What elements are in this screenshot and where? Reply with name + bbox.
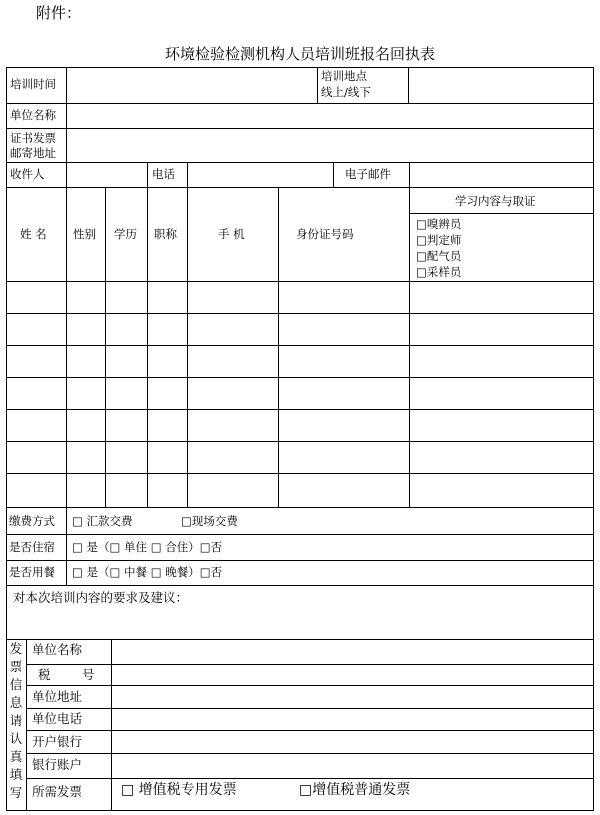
training-time-label: 培训时间	[10, 77, 56, 91]
col-line	[408, 67, 409, 103]
col-mobile: 手 机	[218, 227, 245, 241]
col-line	[147, 187, 148, 507]
invoice-addr-label-2: 邮寄地址	[10, 146, 56, 160]
registration-form	[6, 67, 594, 811]
study-option-checkbox[interactable]: □采样员	[416, 265, 462, 279]
row-line	[6, 377, 594, 378]
email-label: 电子邮件	[345, 167, 391, 181]
vat-normal-invoice-checkbox[interactable]: □增值税普通发票	[299, 782, 411, 798]
col-line	[66, 67, 67, 103]
invoice-side-char: 写	[9, 785, 23, 800]
invoice-unit-addr-label: 单位地址	[32, 689, 83, 704]
row-line	[6, 534, 594, 535]
invoice-bank-label: 开户银行	[32, 734, 83, 749]
invoice-side-char: 请	[9, 713, 23, 728]
row-line	[6, 281, 594, 282]
invoice-type-label: 所需发票	[32, 784, 83, 799]
invoice-account-label: 银行账户	[32, 757, 83, 772]
row-line	[6, 313, 594, 314]
invoice-side-char: 信	[9, 677, 23, 692]
col-id-number: 身份证号码	[296, 227, 354, 241]
invoice-tax-no-label-2: 号	[82, 667, 95, 682]
col-line	[66, 103, 67, 162]
col-title: 职称	[154, 227, 177, 241]
suggestions-label: 对本次培训内容的要求及建议：	[13, 590, 189, 605]
training-place-label-1: 培训地点	[321, 69, 367, 83]
form-title: 环境检验检测机构人员培训班报名回执表	[164, 45, 435, 63]
col-line	[66, 187, 67, 507]
training-place-label-2: 线上/线下	[321, 85, 371, 99]
invoice-tax-no-label-1: 税	[38, 667, 51, 682]
row-line	[409, 213, 594, 214]
payment-label: 缴费方式	[9, 514, 55, 528]
col-line	[105, 187, 106, 507]
col-line	[333, 162, 334, 187]
border-bottom	[6, 810, 594, 811]
meal-label: 是否用餐	[9, 565, 55, 579]
phone-label: 电话	[152, 167, 175, 181]
col-name: 姓 名	[20, 227, 47, 241]
study-option-checkbox[interactable]: □配气员	[416, 249, 462, 263]
invoice-unit-phone-label: 单位电话	[32, 711, 83, 726]
col-line	[187, 187, 188, 507]
attachment-label: 附件：	[36, 4, 82, 22]
invoice-side-char: 真	[9, 749, 23, 764]
lodging-label: 是否住宿	[9, 540, 55, 554]
col-line	[66, 162, 67, 187]
row-line	[6, 441, 594, 442]
invoice-side-char: 息	[9, 695, 23, 710]
row-line	[6, 103, 594, 104]
border-left	[6, 67, 7, 811]
invoice-side-char: 票	[9, 659, 23, 674]
study-option-checkbox[interactable]: □嗅辨员	[416, 217, 462, 231]
col-study-content: 学习内容与取证	[455, 194, 536, 208]
row-line	[6, 639, 594, 640]
col-line	[111, 639, 112, 810]
col-line	[147, 162, 148, 187]
invoice-addr-label-1: 证书发票	[10, 131, 56, 145]
row-line	[6, 473, 594, 474]
col-gender: 性别	[73, 227, 96, 241]
row-line	[6, 409, 594, 410]
row-line	[6, 162, 594, 163]
col-line	[66, 507, 67, 585]
recipient-label: 收件人	[10, 167, 45, 181]
vat-special-invoice-checkbox[interactable]: □ 增值税专用发票	[121, 782, 237, 798]
col-line	[187, 162, 188, 187]
payment-onsite-checkbox[interactable]: □现场交费	[181, 514, 238, 528]
lodging-options[interactable]: □ 是（□ 单住 □ 合住）□否	[72, 540, 223, 554]
col-line	[278, 187, 279, 507]
col-education: 学历	[114, 227, 137, 241]
border-top	[6, 67, 594, 68]
col-line	[317, 67, 318, 103]
col-line	[409, 187, 410, 507]
invoice-side-char: 填	[9, 767, 23, 782]
invoice-side-char: 发	[9, 641, 23, 656]
row-line	[6, 345, 594, 346]
col-line	[26, 639, 27, 810]
row-line	[6, 128, 594, 129]
col-line	[409, 162, 410, 187]
row-line	[6, 187, 594, 188]
invoice-side-char: 认	[9, 731, 23, 746]
study-option-checkbox[interactable]: □判定师	[416, 233, 462, 247]
unit-name-label: 单位名称	[10, 108, 56, 122]
meal-options[interactable]: □ 是（□ 中餐 □ 晚餐）□否	[72, 565, 223, 579]
invoice-unit-name-label: 单位名称	[32, 642, 83, 657]
border-right	[593, 67, 594, 811]
row-line	[6, 507, 594, 508]
row-line	[6, 585, 594, 586]
payment-transfer-checkbox[interactable]: □ 汇款交费	[72, 514, 133, 528]
row-line	[6, 560, 594, 561]
